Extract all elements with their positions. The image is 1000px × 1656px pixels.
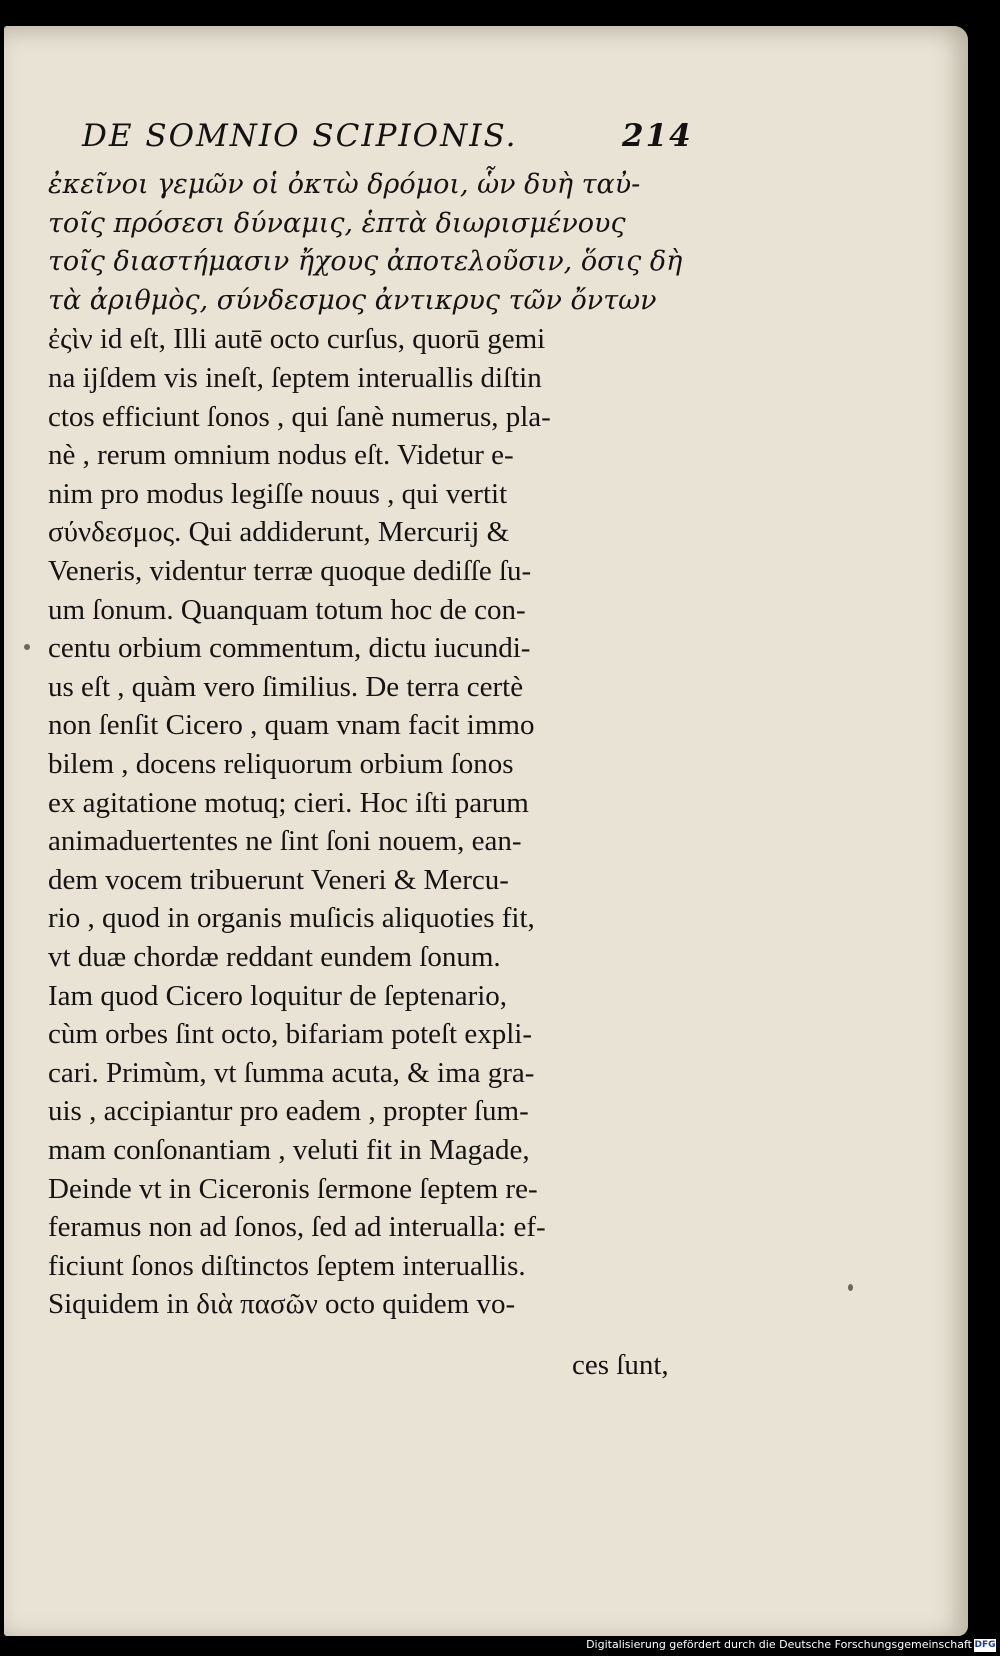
text-line: ἐςὶν id eſt, Illi autē octo curſus, quorū gemi: [48, 323, 546, 355]
text-line: cùm orbes ſint octo, bifariam poteſt expli-: [48, 1018, 533, 1050]
text-line: us eſt , quàm vero ſimilius. De terra certè: [48, 671, 524, 703]
text-line: na ijſdem vis ineſt, ſeptem interuallis diſtin: [48, 362, 542, 394]
text-line: τοῖς πρόσεσι δύναμις, ἑπτὰ διωρισμένους: [48, 208, 626, 239]
text-line: ficiunt ſonos diſtinctos ſeptem interuallis.: [48, 1250, 526, 1282]
page-header: [82, 112, 702, 162]
text-line: rio , quod in organis muſicis aliquoties fit,: [48, 902, 535, 934]
text-line: σύνδεσμος. Qui addiderunt, Mercurij &: [48, 516, 510, 548]
text-line: nim pro modus legiſſe nouus , qui vertit: [48, 478, 508, 510]
text-line: Veneris, videntur terræ quoque dediſſe ſu-: [48, 555, 532, 587]
text-line: cari. Primùm, vt ſumma acuta, & ima gra-: [48, 1057, 535, 1089]
text-line: dem vocem tribuerunt Veneri & Mercu-: [48, 864, 509, 896]
running-head: DE SOMNIO SCIPIONIS.: [82, 118, 518, 154]
text-line: mam conſonantiam , veluti fit in Magade,: [48, 1134, 530, 1166]
text-line: Deinde vt in Ciceronis ſermone ſeptem re-: [48, 1173, 538, 1205]
body-text: [48, 166, 698, 1396]
text-line: Iam quod Cicero loquitur de ſeptenario,: [48, 980, 508, 1012]
text-line: vt duæ chordæ reddant eundem ſonum.: [48, 941, 501, 973]
text-line: bilem , docens reliquorum orbium ſonos: [48, 748, 514, 780]
text-line: nè , rerum omnium nodus eſt. Videtur e-: [48, 439, 514, 471]
text-line: ἐκεῖνοι γεμῶν οἱ ὀκτὼ δρόμοι, ὧν δυὴ ταὐ-: [48, 169, 641, 200]
dfg-logo: DFG: [974, 1640, 996, 1650]
catchword: ces ſunt,: [572, 1349, 669, 1381]
text-line: ctos efficiunt ſonos , qui ſanè numerus, pla-: [48, 401, 551, 433]
text-line: τὰ ἀριθμὸς, σύνδεσμος ἀντικρυς τῶν ὄντων: [48, 285, 657, 316]
text-line: Siquidem in διὰ πασῶν octo quidem vo-: [48, 1288, 516, 1320]
paper-speck: [848, 1284, 853, 1291]
text-line: feramus non ad ſonos, ſed ad interualla: ef-: [48, 1211, 546, 1243]
text-line: centu orbium commentum, dictu iucundi-: [48, 632, 531, 664]
funding-credit: Digitalisierung gefördert durch die Deutsche Forschungsgemeinschaft: [586, 1638, 972, 1651]
paper-speck: [24, 644, 30, 650]
text-line: um ſonum. Quanquam totum hoc de con-: [48, 594, 526, 626]
text-line: non ſenſit Cicero , quam vnam facit immo: [48, 709, 535, 741]
footer-bar: [0, 1636, 1000, 1656]
text-line: uis , accipiantur pro eadem , propter ſum-: [48, 1095, 529, 1127]
text-line: τοῖς διαστήμασιν ἤχους ἀποτελοῦσιν, ὅσις δὴ: [48, 246, 683, 277]
text-line: animaduertentes ne ſint ſoni nouem, ean-: [48, 825, 522, 857]
text-line: ex agitatione motuq; cieri. Hoc iſti parum: [48, 787, 529, 819]
page-number: 214: [622, 118, 693, 154]
